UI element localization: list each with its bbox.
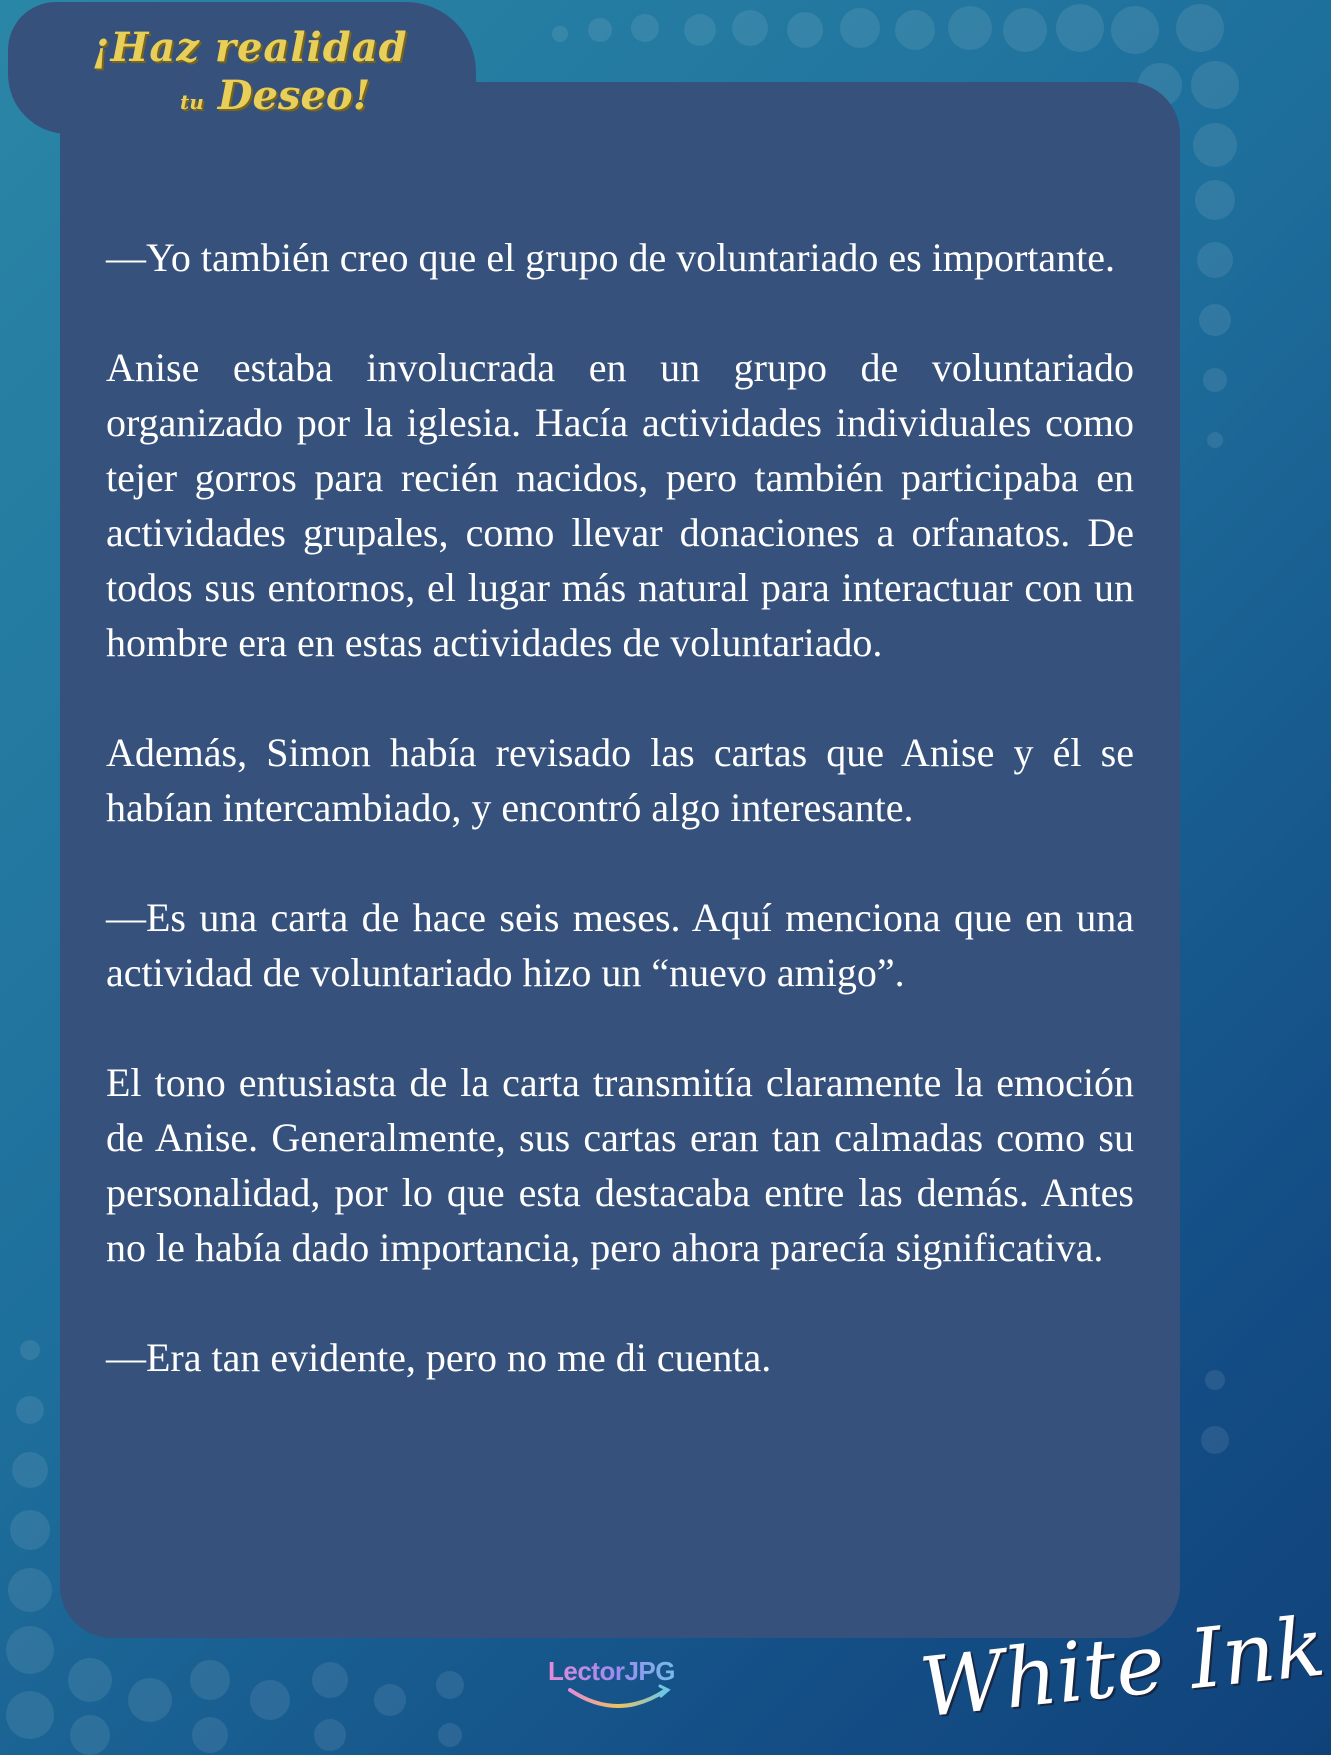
smile-arc-icon [548, 1682, 690, 1716]
paragraph: —Es una carta de hace seis meses. Aquí menciona que en una actividad de voluntariado hizo un “nuevo amigo”. [106, 895, 1134, 995]
haz-realidad-tu-deseo-logo [92, 20, 408, 120]
paragraph: El tono entusiasta de la carta transmitía claramente la emoción de Anise. Generalmente, sus cartas eran tan calmadas como su personalidad, por lo que esta destacaba entre las demás. Antes no le había dado importancia, pero ahora parecía significativa. [106, 1060, 1134, 1270]
logo-small-word: tu [180, 90, 204, 114]
logo-line-2 [180, 72, 370, 119]
story-text [106, 230, 1134, 1440]
paragraph: —Yo también creo que el grupo de voluntariado es importante. [106, 235, 1116, 280]
logo-line-2-word: Deseo! [217, 72, 371, 119]
paragraph: —Era tan evidente, pero no me di cuenta. [106, 1335, 772, 1380]
paragraph: Además, Simon había revisado las cartas que Anise y él se habían intercambiado, y encontró algo interesante. [106, 730, 1134, 830]
white-ink-signature: White Ink [915, 1599, 1330, 1737]
lectorjpg-logo-text: LectorJPG [548, 1656, 690, 1687]
paragraph: Anise estaba involucrada en un grupo de voluntariado organizado por la iglesia. Hacía actividades individuales como tejer gorros para recién nacidos, pero también participaba en actividades grupales, como llevar donaciones a orfanatos. De todos sus entornos, el lugar más natural para interactuar con un hombre era en estas actividades de voluntariado. [106, 345, 1134, 665]
lectorjpg-logo [548, 1656, 690, 1716]
logo-line-1: ¡Haz realidad [92, 24, 408, 71]
